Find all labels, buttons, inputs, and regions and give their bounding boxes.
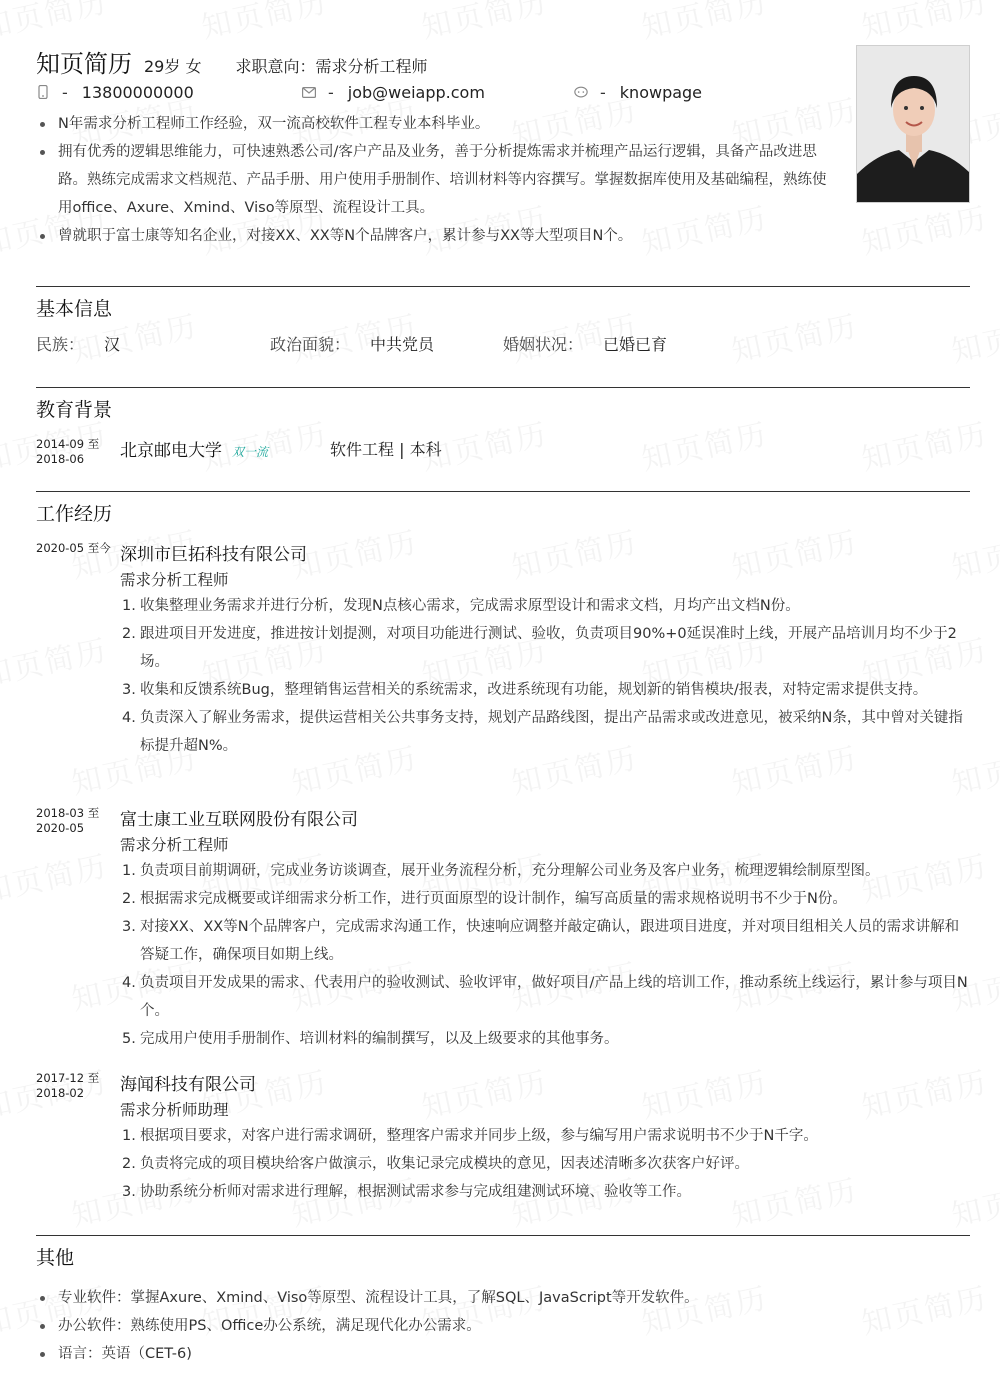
job-duty-item: 3. 对接XX、XX等N个品牌客户，完成需求沟通工作，快速响应调整并敲定确认，跟进项目进度，并对项目组相关人员的需求讲解和答疑工作，确保项目如期上线。 xyxy=(122,919,960,963)
watermark-text xyxy=(637,1057,771,1127)
job-duty-item: 2. 跟进项目开发进度，推进按计划提测，对项目功能进行测试、验收，负责项目90%+0延误准时上线，开展产品培训月均不少于2场。 xyxy=(122,626,957,670)
summary-item: 曾就职于富士康等知名企业，对接XX、XX等N个品牌客户，累计参与XX等大型项目N个。 xyxy=(36,222,836,250)
watermark-text xyxy=(727,517,861,587)
job-date xyxy=(36,1071,116,1101)
other-list xyxy=(36,1284,970,1368)
summary-item: 拥有优秀的逻辑思维能力，可快速熟悉公司/客户产品及业务，善于分析提炼需求并梳理产品运行逻辑，具备产品改进思路。熟练完成需求文档规范、产品手册、用户使用手册制作、培训材料等内容撰写。掌握数据库使用及基础编程，熟练使用office、Axure、Xmind、Viso等原型、流程设计工具。 xyxy=(36,138,836,222)
job-duty-item: 3. 协助系统分析师对需求进行理解，根据测试需求参与完成组建测试环境、验收等工作。 xyxy=(122,1184,691,1200)
section-divider xyxy=(36,286,970,287)
chat-bubble-icon xyxy=(574,85,588,99)
basic-label: 政治面貌： xyxy=(270,335,351,354)
summary-list xyxy=(36,110,836,250)
job-company: 深圳市巨拓科技有限公司 xyxy=(120,545,307,565)
contact-wechat xyxy=(574,83,702,102)
school-badge: 双一流 xyxy=(232,445,269,459)
job-duty-item: 4. 负责项目开发成果的需求、代表用户的验收测试、验收评审，做好项目/产品上线的培训工作，推动系统上线运行，累计参与项目N个。 xyxy=(122,975,968,1019)
email-address: job@weiapp.com xyxy=(347,82,485,102)
watermark-text xyxy=(637,0,771,47)
date-end: 2020-05 xyxy=(36,821,85,835)
other-item: 专业软件：掌握Axure、Xmind、Viso等原型、流程设计工具，了解SQL、JavaScript等开发软件。 xyxy=(36,1284,970,1312)
other-item: 办公软件：熟练使用PS、Office办公系统，满足现代化办公需求。 xyxy=(36,1312,970,1340)
date-start: 2017-12 至 xyxy=(36,1071,100,1085)
other-title: 其他 xyxy=(36,1247,75,1269)
job-duty-item: 5. 完成用户使用手册制作、培训材料的编制撰写，以及上级要求的其他事务。 xyxy=(122,1031,619,1047)
basic-item-ethnicity xyxy=(36,332,270,355)
profile-photo xyxy=(856,45,970,203)
contact-phone xyxy=(36,83,302,102)
job-company: 富士康工业互联网股份有限公司 xyxy=(120,810,358,830)
job-duty-list xyxy=(120,1122,970,1206)
job-duty-item: 1. 收集整理业务需求并进行分析，发现N点核心需求，完成需求原型设计和需求文档，月均产出文档N份。 xyxy=(122,598,800,614)
watermark-text xyxy=(947,301,1000,371)
watermark-text xyxy=(417,1057,551,1127)
wechat-id: knowpage xyxy=(619,82,703,102)
separator: - xyxy=(328,82,334,102)
watermark-text xyxy=(0,625,111,695)
watermark-text xyxy=(417,0,551,47)
mobile-phone-icon xyxy=(36,85,50,99)
other-item: 语言：英语（CET-6) xyxy=(36,1340,970,1368)
separator: - xyxy=(600,82,606,102)
job-duty-item: 1. 负责项目前期调研，完成业务访谈调查，展开业务流程分析，充分理解公司业务及客户业务，梳理逻辑绘制原型图。 xyxy=(122,863,880,879)
education-date xyxy=(36,437,116,467)
date-start: 2020-05 至今 xyxy=(36,541,111,555)
education-school xyxy=(120,436,268,461)
basic-value: 汉 xyxy=(104,335,121,354)
date-start: 2018-03 至 xyxy=(36,806,100,820)
job-duty-list xyxy=(120,592,970,760)
watermark-text xyxy=(507,517,641,587)
basic-info-title: 基本信息 xyxy=(36,298,113,320)
watermark-text xyxy=(857,409,991,479)
basic-item-marital xyxy=(503,332,667,355)
job-duty-item: 2. 根据需求完成概要或详细需求分析工作，进行页面原型的设计制作，编写高质量的需求规格说明书不少于N份。 xyxy=(122,891,847,907)
watermark-text xyxy=(637,409,771,479)
contact-row xyxy=(36,80,702,104)
job-duty-list xyxy=(120,857,970,1053)
school-name: 北京邮电大学 xyxy=(120,441,222,461)
basic-info-row xyxy=(36,332,667,355)
work-title: 工作经历 xyxy=(36,503,113,525)
watermark-text xyxy=(857,1057,991,1127)
summary-item: N年需求分析工程师工作经验，双一流高校软件工程专业本科毕业。 xyxy=(36,110,836,138)
basic-label: 婚姻状况： xyxy=(503,335,584,354)
section-divider xyxy=(36,491,970,492)
envelope-icon xyxy=(302,85,316,99)
basic-label: 民族： xyxy=(36,335,85,354)
phone-number: 13800000000 xyxy=(81,82,194,102)
education-title: 教育背景 xyxy=(36,399,113,421)
job-company: 海闻科技有限公司 xyxy=(120,1075,256,1095)
basic-item-political xyxy=(270,332,503,355)
watermark-text xyxy=(947,517,1000,587)
education-major: 软件工程 | 本科 xyxy=(330,440,442,459)
watermark-text xyxy=(727,301,861,371)
job-date xyxy=(36,541,116,556)
watermark-text xyxy=(0,841,111,911)
job-intent: 求职意向：需求分析工程师 xyxy=(235,57,428,76)
job-duty-item: 3. 收集和反馈系统Bug，整理销售运营相关的系统需求，改进系统现有功能，规划新的销售模块/报表，对特定需求提供支持。 xyxy=(122,682,928,698)
basic-value: 已婚已育 xyxy=(603,335,668,354)
job-duty-item: 1. 根据项目要求，对客户进行需求调研，整理客户需求并同步上级，参与编写用户需求说明书不少于N千字。 xyxy=(122,1128,818,1144)
job-role: 需求分析师助理 xyxy=(120,1101,229,1119)
age-gender: 29岁 女 xyxy=(144,57,202,76)
watermark-text xyxy=(857,0,991,47)
section-divider xyxy=(36,387,970,388)
header-row xyxy=(36,44,427,80)
job-date xyxy=(36,806,116,836)
watermark-text xyxy=(197,0,331,47)
candidate-name: 知页简历 xyxy=(36,50,132,78)
job-role: 需求分析工程师 xyxy=(120,571,229,589)
contact-email xyxy=(302,83,574,102)
job-role: 需求分析工程师 xyxy=(120,836,229,854)
basic-value: 中共党员 xyxy=(370,335,435,354)
watermark-text xyxy=(857,193,991,263)
date-end: 2018-06 xyxy=(36,452,85,466)
watermark-text xyxy=(0,0,111,47)
job-duty-item: 2. 负责将完成的项目模块给客户做演示，收集记录完成模块的意见，因表述清晰多次获客户好评。 xyxy=(122,1156,749,1172)
section-divider xyxy=(36,1235,970,1236)
date-end: 2018-02 xyxy=(36,1086,85,1100)
separator: - xyxy=(62,82,68,102)
date-start: 2014-09 至 xyxy=(36,437,100,451)
job-duty-item: 4. 负责深入了解业务需求，提供运营相关公共事务支持，规划产品路线图，提出产品需求或改进意见，被采纳N条，其中曾对关键指标提升超N%。 xyxy=(122,710,963,754)
